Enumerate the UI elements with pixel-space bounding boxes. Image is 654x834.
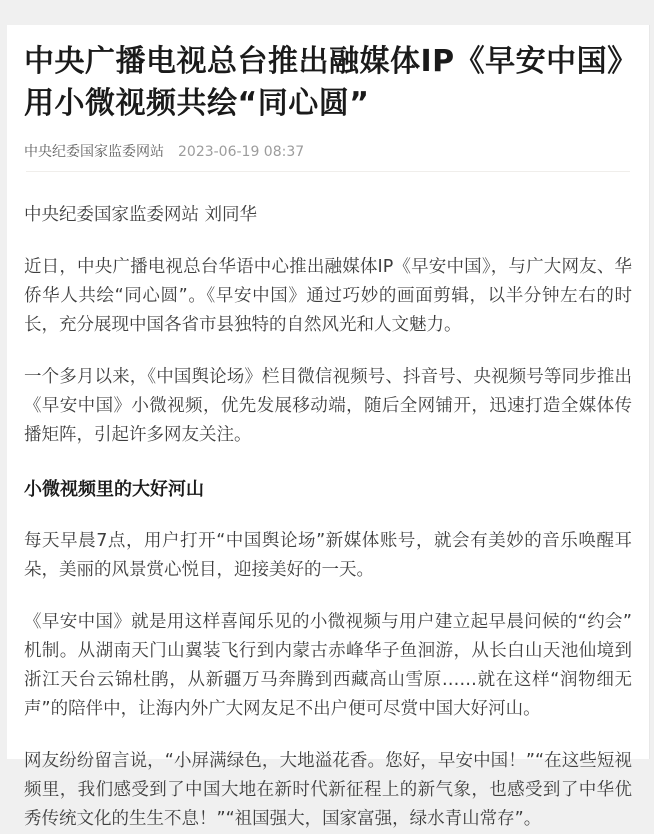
section-subheading: 小微视频里的大好河山 (24, 479, 204, 500)
article-card (7, 25, 650, 829)
article-meta (24, 141, 632, 161)
article-paragraph: 一个多月以来，《中国舆论场》栏目微信视频号、抖音号、央视频号等同步推出《早安中国》小微视频，优先发展移动端，随后全网铺开，迅速打造全媒体传播矩阵，引起许多网友关注。 (24, 367, 632, 445)
article-paragraph: 近日，中央广播电视总台华语中心推出融媒体IP《早安中国》，与广大网友、华侨华人共绘“同心圆”。《早安中国》通过巧妙的画面剪辑，以半分钟左右的时长，充分展现中国各省市县独特的自然风光和人文魅力。 (24, 257, 632, 335)
article-body (24, 172, 632, 834)
article-byline: 中央纪委国家监委网站 刘同华 (24, 205, 258, 225)
article-paragraph: 每天早晨7点，用户打开“中国舆论场”新媒体账号，就会有美妙的音乐唤醒耳朵，美丽的风景赏心悦目，迎接美好的一天。 (24, 531, 632, 580)
article-paragraph: 网友纷纷留言说，“小屏满绿色，大地溢花香。您好，早安中国！”“在这些短视频里，我们感受到了中国大地在新时代新征程上的新气象，也感受到了中华优秀传统文化的生生不息！”“祖国强大，国家富强，绿水青山常存”。 (24, 751, 632, 829)
source-name: 中央纪委国家监委网站 (24, 144, 164, 160)
article-title: 中央广播电视总台推出融媒体IP《早安中国》用小微视频共绘“同心圆” (24, 44, 623, 121)
publish-datetime: 2023-06-19 08:37 (178, 144, 305, 160)
article-paragraph: 《早安中国》就是用这样喜闻乐见的小微视频与用户建立起早晨问候的“约会”机制。从湖南天门山翼装飞行到内蒙古赤峰华子鱼洄游，从长白山天池仙境到浙江天台云锦杜鹃，从新疆万马奔腾到西藏高山雪原……就在这样“润物细无声”的陪伴中，让海内外广大网友足不出户便可尽赏中国大好河山。 (24, 612, 632, 719)
